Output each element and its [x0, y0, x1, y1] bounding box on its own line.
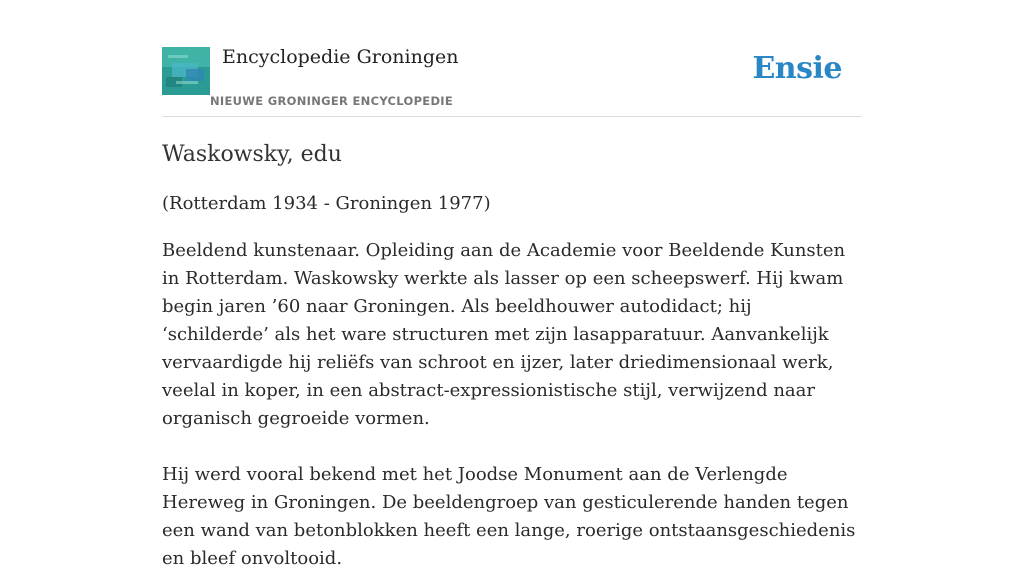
article — [162, 140, 862, 573]
article-lifespan: (Rotterdam 1934 - Groningen 1977) — [162, 193, 491, 214]
site-header — [162, 0, 862, 117]
site-title[interactable]: Encyclopedie Groningen — [222, 46, 459, 68]
article-paragraph-1: Beeldend kunstenaar. Opleiding aan de Academie voor Beeldende Kunsten in Rotterdam. Waskowsky werkte als lasser op een scheepswerf. Hij kwam begin jaren ’60 naar Groningen. Als beeldhouwer autodidact; hij ‘schilderde’ als het ware structuren met zijn lasapparatuur. Aanvankelijk vervaardigde hij reliëfs van schroot en ijzer, later driedimensionaal werk, veelal in koper, in een abstract-expressionistische stijl, verwijzend naar organisch gegroeide vormen. — [162, 240, 846, 429]
site-subtitle: NIEUWE GRONINGER ENCYCLOPEDIE — [210, 94, 454, 108]
encyclopedia-cover-icon[interactable] — [162, 47, 210, 95]
article-title: Waskowsky, edu — [162, 142, 342, 167]
article-paragraph-2: Hij werd vooral bekend met het Joodse Monument aan de Verlengde Hereweg in Groningen. De beeldengroep van gesticulerende handen tegen een wand van betonblokken heeft een lange, roerige ontstaansgeschiedenis en bleef onvoltooid. — [162, 464, 856, 569]
brand-logo[interactable]: Ensie — [752, 51, 842, 86]
